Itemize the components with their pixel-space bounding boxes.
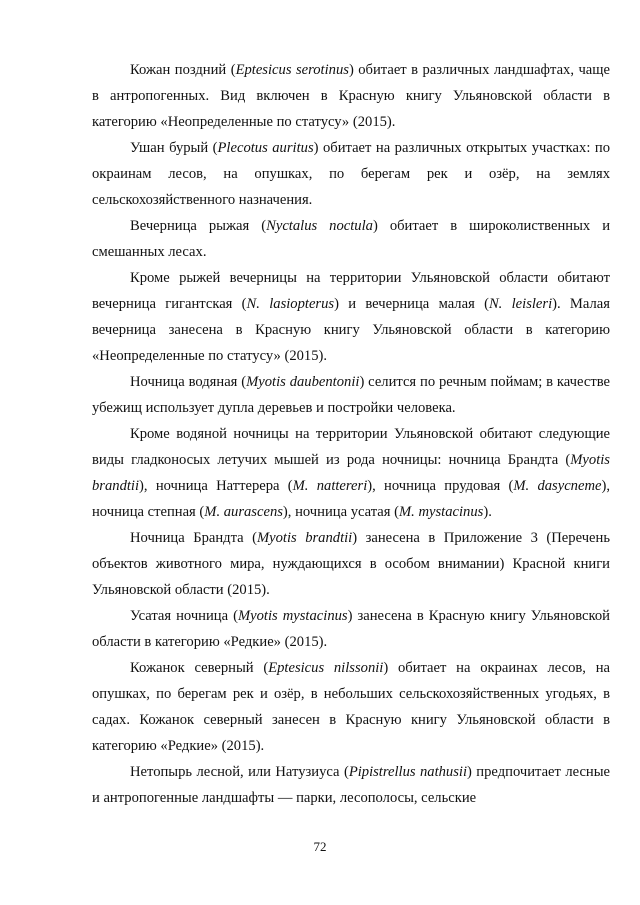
species-name: Myotis brandtii	[256, 530, 353, 546]
text-run: ) занесена в Приложение 3 (Перечень объектов животного мира, нуждающихся в особом внимании) Красной книги Ульяновской области (2015).	[92, 530, 610, 598]
paragraph	[92, 213, 610, 265]
text-run: ) селится по речным поймам; в качестве убежищ использует дупла деревьев и постройки человека.	[92, 374, 610, 416]
text-run: ) предпочитает лесные и антропогенные ландшафты — парки, лесополосы, сельские	[92, 764, 611, 806]
species-name: N. lasiopterus	[246, 296, 335, 312]
text-run: Кожан поздний (	[130, 62, 236, 78]
paragraph	[92, 369, 610, 421]
paragraph	[92, 265, 610, 369]
paragraph	[92, 525, 610, 603]
text-run: Кроме водяной ночницы на территории Ульяновской обитают следующие виды гладконосых летучих мышей из рода ночницы: ночница Брандта (	[92, 426, 610, 468]
text-run: ) обитает в широколиственных и смешанных лесах.	[92, 218, 611, 260]
text-run: ), ночница Наттерера (	[139, 478, 293, 494]
text-run: ). Малая вечерница занесена в Красную книгу Ульяновской области в категорию «Неопределенные по статусу» (2015).	[92, 296, 610, 364]
species-name: Myotis mystacinus	[237, 608, 348, 624]
text-run: Ночница водяная (	[130, 374, 247, 390]
text-run: ), ночница прудовая (	[367, 478, 514, 494]
text-run: ) занесена в Красную книгу Ульяновской области в категорию «Редкие» (2015).	[92, 608, 610, 650]
species-name: Eptesicus nilssonii	[268, 660, 384, 676]
species-name: Eptesicus serotinus	[235, 62, 349, 78]
paragraph	[92, 57, 610, 135]
species-name: Nyctalus noctula	[266, 218, 373, 234]
text-run: ), ночница усатая (	[282, 504, 400, 520]
species-name: M. nattereri	[292, 478, 368, 494]
text-run: ) и вечерница малая (	[334, 296, 489, 312]
species-name: N. leisleri	[488, 296, 553, 312]
page-number: 72	[313, 839, 327, 854]
body-text	[92, 57, 610, 811]
paragraph	[92, 603, 610, 655]
species-name: Plecotus auritus	[217, 140, 314, 156]
text-run: Нетопырь лесной, или Натузиуса (	[130, 764, 349, 780]
species-name: Pipistrellus nathusii	[348, 764, 468, 780]
text-run: Вечерница рыжая (	[130, 218, 267, 234]
species-name: Myotis brandtii	[92, 452, 610, 494]
paragraph	[92, 421, 610, 525]
species-name: M. dasycneme	[513, 478, 602, 494]
text-run: ) обитает в различных ландшафтах, чаще в антропогенных. Вид включен в Красную книгу Ульяновской области в категорию «Неопределенные по статусу» (2015).	[92, 62, 610, 130]
paragraph	[92, 759, 610, 811]
text-run: ) обитает на различных открытых участках: по окраинам лесов, на опушках, по берегам рек и озёр, на землях сельскохозяйственного назначения.	[92, 140, 610, 208]
text-run: ) обитает на окраинах лесов, на опушках, по берегам рек и озёр, в небольших сельскохозяйственных угодьях, в садах. Кожанок северный занесен в Красную книгу Ульяновской области в категорию «Редкие» (2015).	[92, 660, 610, 754]
species-name: M. mystacinus	[399, 504, 484, 520]
species-name: M. aurascens	[204, 504, 283, 520]
text-run: ).	[483, 504, 492, 520]
text-run: Усатая ночница (	[130, 608, 238, 624]
text-run: Ночница Брандта (	[130, 530, 257, 546]
paragraph	[92, 135, 610, 213]
species-name: Myotis daubentonii	[246, 374, 360, 390]
text-run: Ушан бурый (	[130, 140, 218, 156]
text-run: Кожанок северный (	[130, 660, 269, 676]
paragraph	[92, 655, 610, 759]
text-run: Кроме рыжей вечерницы на территории Ульяновской области обитают вечерница гигантская (	[92, 270, 610, 312]
text-run: ), ночница степная (	[92, 478, 610, 520]
